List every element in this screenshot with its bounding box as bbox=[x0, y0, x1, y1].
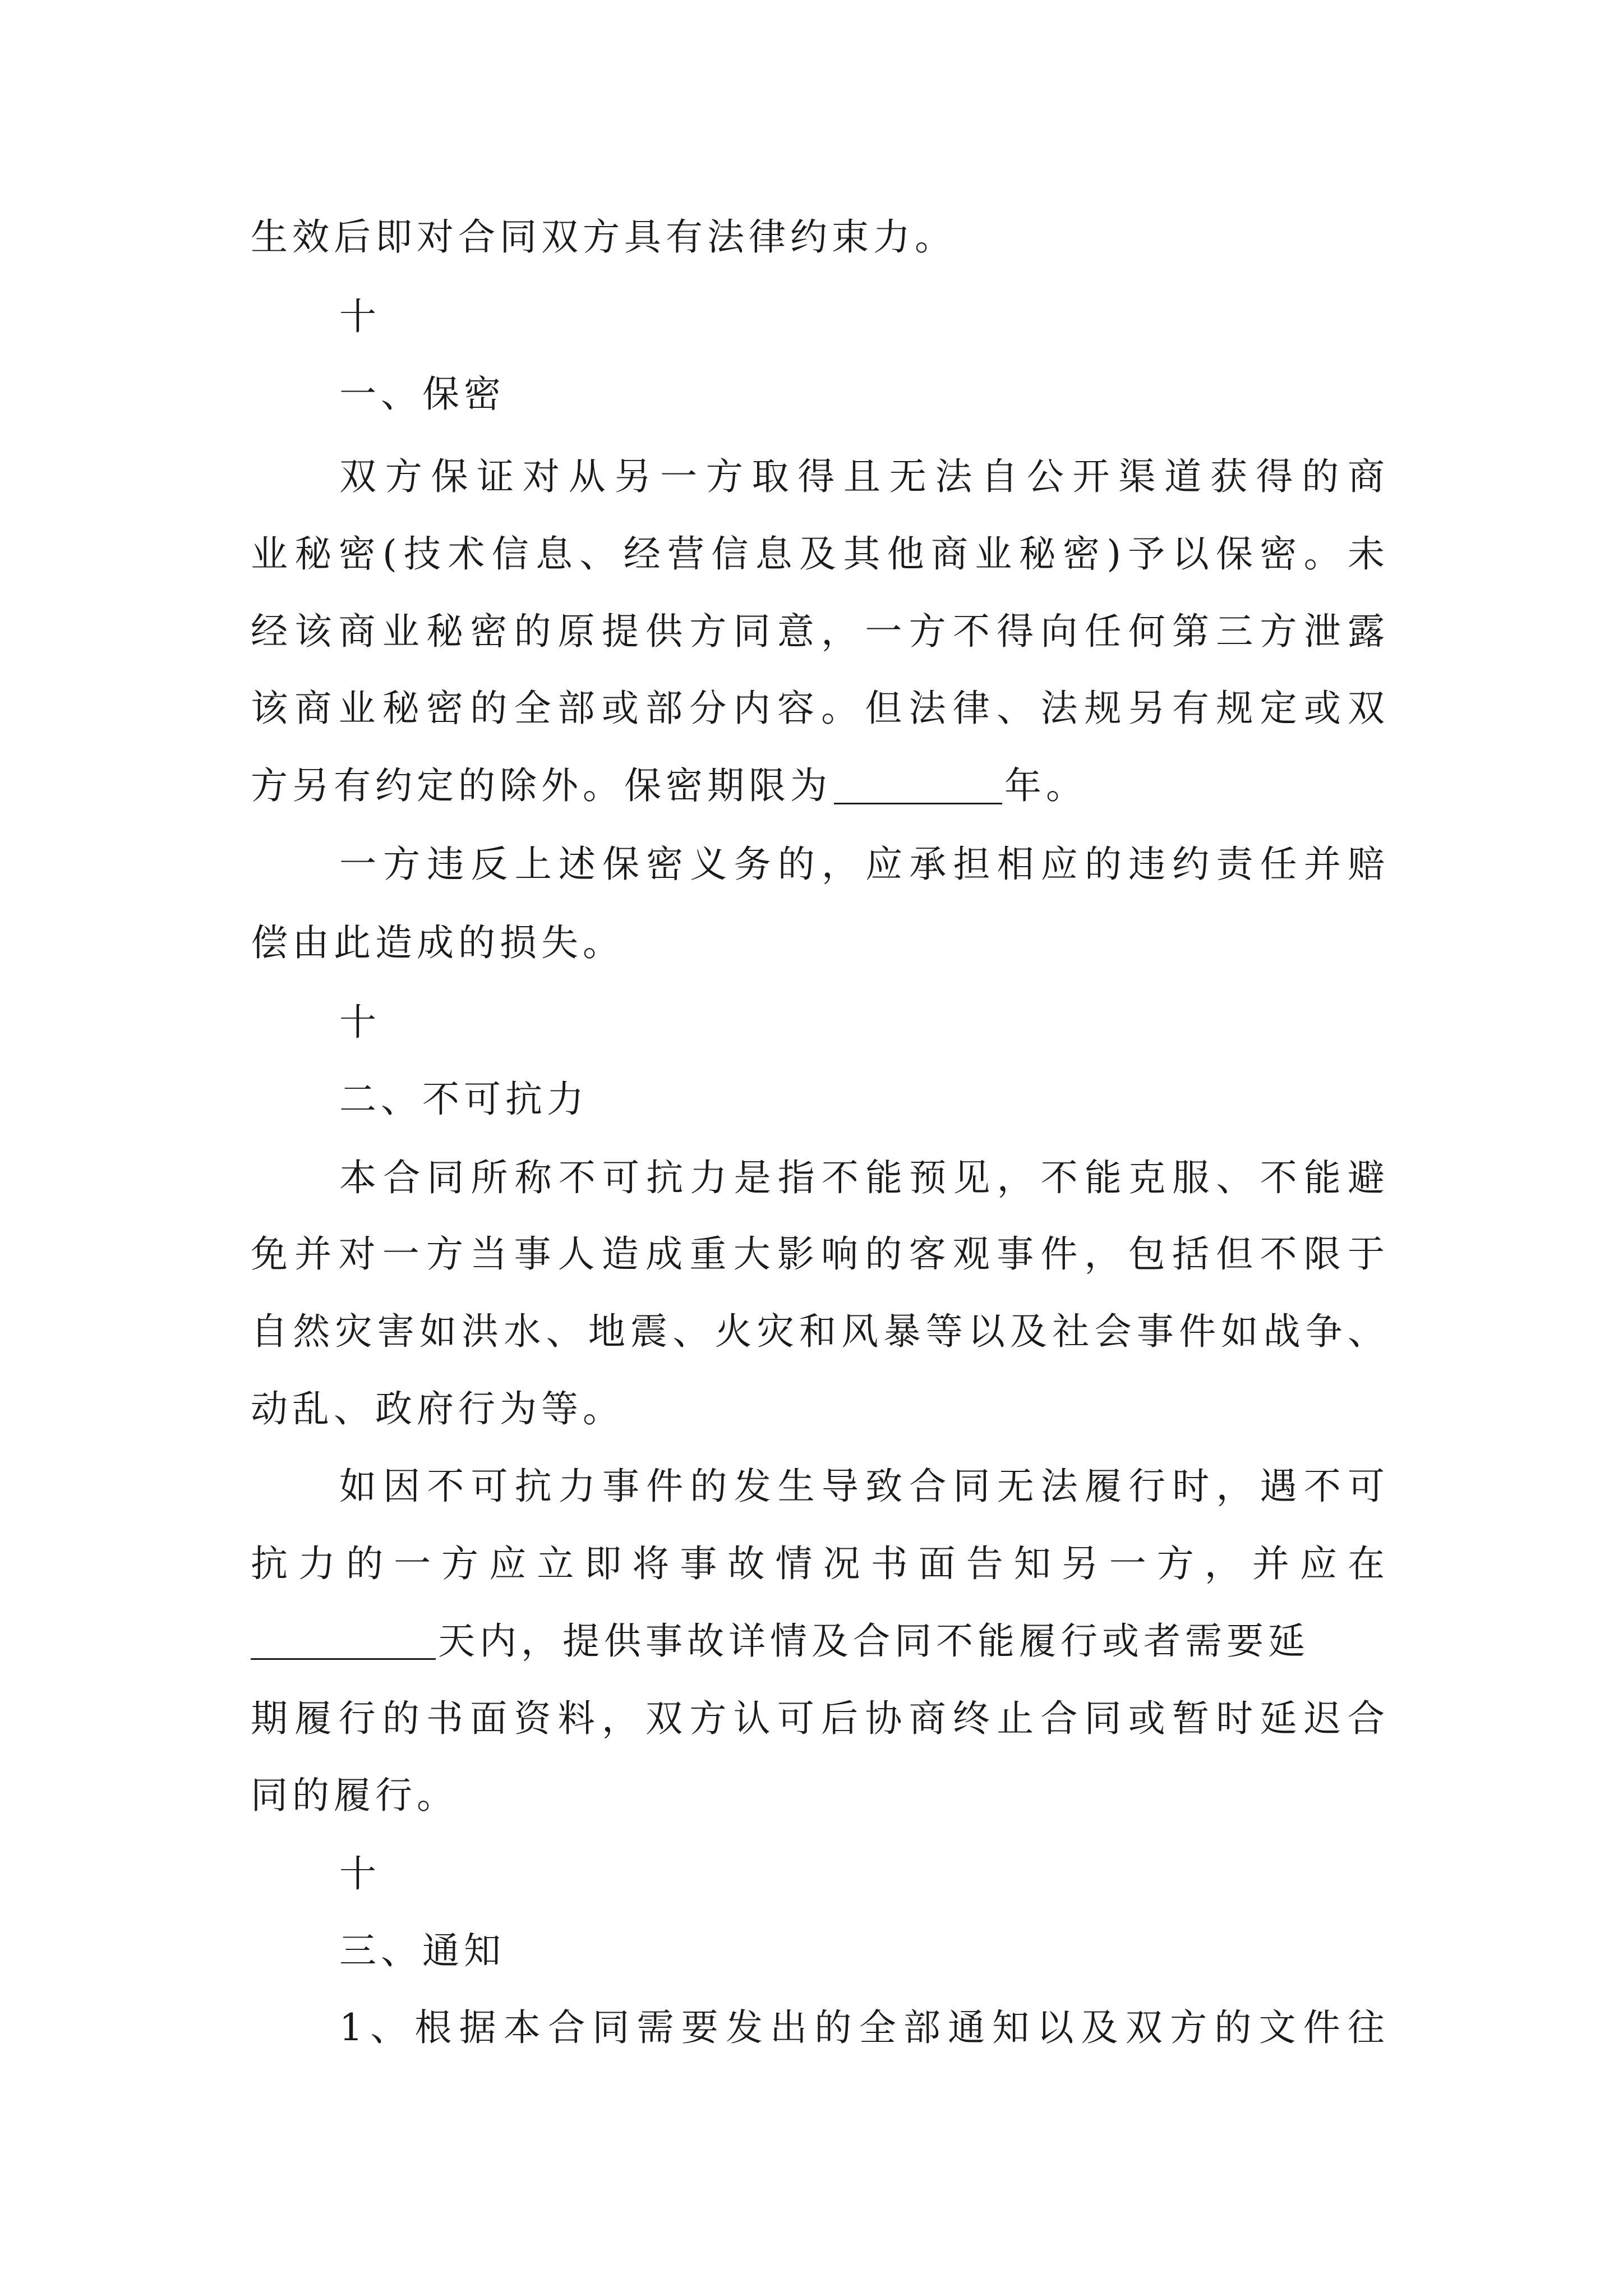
section-number-text: 十 bbox=[339, 295, 381, 338]
section-number bbox=[339, 1852, 381, 1895]
paragraph-text: 同的履行。 bbox=[251, 1774, 458, 1817]
section-number-text: 十 bbox=[339, 1852, 381, 1895]
paragraph-text: 期履行的书面资料，双方认可后协商终止合同或暂时延迟合 bbox=[251, 1697, 1389, 1740]
heading-notice: 三、通知 bbox=[339, 1929, 505, 1972]
paragraph-text: 该商业秘密的全部或部分内容。但法律、法规另有规定或双 bbox=[251, 687, 1389, 730]
text-line bbox=[339, 1156, 1389, 1199]
paragraph-text: 抗力的一方应立即将事故情况书面告知另一方，并应在 bbox=[251, 1542, 1389, 1585]
text-line bbox=[251, 1387, 624, 1430]
paragraph-text: 动乱、政府行为等。 bbox=[251, 1387, 624, 1430]
paragraph-text: 本合同所称不可抗力是指不能预见，不能克服、不能避 bbox=[339, 1156, 1389, 1199]
blank-notice-days[interactable] bbox=[251, 1623, 436, 1660]
text-line bbox=[251, 1774, 458, 1817]
paragraph-text: 天内，提供事故详情及合同不能履行或者需要延 bbox=[438, 1619, 1310, 1663]
text-line bbox=[339, 843, 1389, 886]
heading-force-majeure: 二、不可抗力 bbox=[339, 1078, 588, 1121]
section-number bbox=[339, 295, 381, 338]
text-line bbox=[251, 532, 1389, 576]
text-line bbox=[251, 1310, 1389, 1353]
section-number-text: 十 bbox=[339, 1001, 381, 1044]
paragraph-text: 偿由此造成的损失。 bbox=[251, 921, 624, 964]
paragraph-text: 方另有约定的除外。保密期限为 bbox=[251, 764, 832, 807]
text-line bbox=[251, 215, 956, 259]
blank-confidentiality-years[interactable] bbox=[834, 768, 1002, 804]
section-number bbox=[339, 1001, 381, 1044]
paragraph-text: 生效后即对合同双方具有法律约束力。 bbox=[251, 215, 956, 259]
paragraph-text: 业秘密(技术信息、经营信息及其他商业秘密)予以保密。未 bbox=[251, 532, 1389, 576]
section-heading bbox=[339, 372, 505, 416]
heading-confidentiality: 一、保密 bbox=[339, 372, 505, 416]
text-line bbox=[251, 1619, 1310, 1663]
text-line bbox=[251, 687, 1389, 730]
text-line bbox=[339, 1465, 1389, 1508]
paragraph-text: 免并对一方当事人造成重大影响的客观事件，包括但不限于 bbox=[251, 1232, 1389, 1276]
paragraph-text: 经该商业秘密的原提供方同意，一方不得向任何第三方泄露 bbox=[251, 610, 1389, 653]
text-line bbox=[251, 610, 1389, 653]
text-line bbox=[339, 2006, 1389, 2049]
section-heading bbox=[339, 1078, 588, 1121]
paragraph-text: 1、根据本合同需要发出的全部通知以及双方的文件往 bbox=[339, 2006, 1389, 2049]
paragraph-text: 双方保证对从另一方取得且无法自公开渠道获得的商 bbox=[339, 455, 1389, 498]
text-line bbox=[251, 1232, 1389, 1276]
paragraph-text: 自然灾害如洪水、地震、火灾和风暴等以及社会事件如战争、 bbox=[251, 1310, 1389, 1353]
paragraph-text: 如因不可抗力事件的发生导致合同无法履行时，遇不可 bbox=[339, 1465, 1389, 1508]
section-heading bbox=[339, 1929, 505, 1972]
text-line bbox=[339, 455, 1389, 498]
paragraph-text: 年。 bbox=[1004, 764, 1087, 807]
text-line bbox=[251, 764, 1087, 807]
paragraph-text: 一方违反上述保密义务的，应承担相应的违约责任并赔 bbox=[339, 843, 1389, 886]
text-line bbox=[251, 1697, 1389, 1740]
text-line bbox=[251, 921, 624, 964]
text-line bbox=[251, 1542, 1389, 1585]
